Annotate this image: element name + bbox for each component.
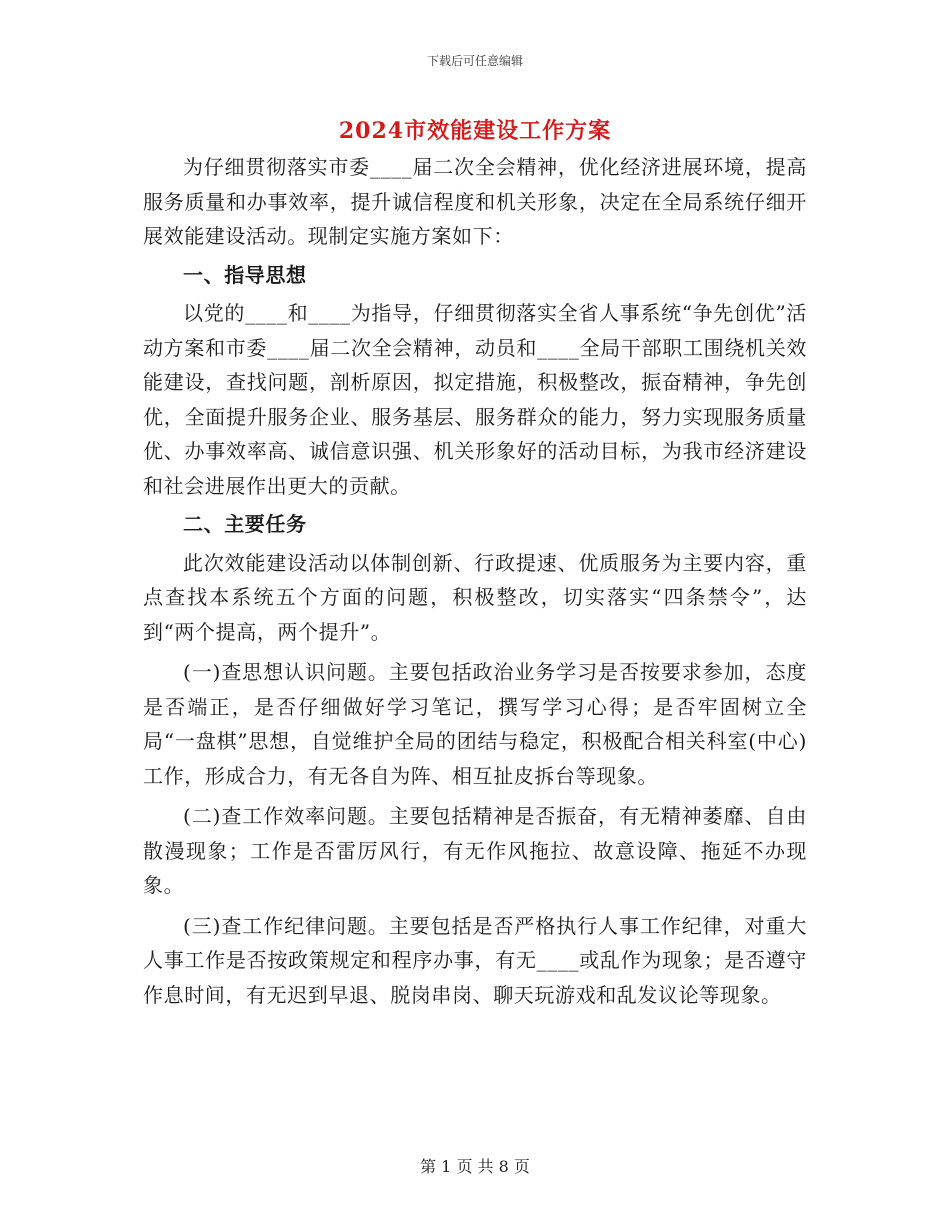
main-tasks-paragraph: 此次效能建设活动以体制创新、行政提速、优质服务为主要内容，重点查找本系统五个方面的问题，积极整改，切实落实“四条禁令”，达到“两个提高，两个提升”。 — [143, 550, 807, 644]
task-item-2: (二)查工作效率问题。主要包括精神是否振奋，有无精神萎靡、自由散漫现象；工作是否雷厉风行，有无作风拖拉、故意设障、拖延不办现象。 — [143, 804, 807, 897]
task-item-3: (三)查工作纪律问题。主要包括是否严格执行人事工作纪律，对重大人事工作是否按政策规定和程序办事，有无____或乱作为现象；是否遵守作息时间，有无迟到早退、脱岗串岗、聊天玩游戏和乱发议论等现象。 — [143, 913, 807, 1007]
document-body — [143, 150, 807, 1012]
page-footer: 第 1 页 共 8 页 — [420, 1157, 530, 1176]
task-item-1: (一)查思想认识问题。主要包括政治业务学习是否按要求参加，态度是否端正，是否仔细做好学习笔记，撰写学习心得；是否牢固树立全局“一盘棋”思想，自觉维护全局的团结与稳定，积极配合相关科室(中心)工作，形成合力，有无各自为阵、相互扯皮拆台等现象。 — [143, 660, 807, 788]
intro-paragraph: 为仔细贯彻落实市委____届二次全会精神，优化经济进展环境，提高服务质量和办事效率，提升诚信程度和机关形象，决定在全局系统仔细开展效能建设活动。现制定实施方案如下： — [143, 155, 807, 248]
section-heading-main-tasks: 二、主要任务 — [183, 512, 307, 536]
section-heading-guiding-ideology: 一、指导思想 — [183, 262, 307, 287]
document-title: 2024市效能建设工作方案 — [338, 118, 612, 144]
guiding-ideology-paragraph: 以党的____和____为指导，仔细贯彻落实全省人事系统“争先创优”活动方案和市委____届二次全会精神，动员和____全局干部职工围绕机关效能建设，查找问题，剖析原因，拟定措施，积极整改，振奋精神，争先创优，全面提升服务企业、服务基层、服务群众的能力，努力实现服务质量优、办事效率高、诚信意识强、机关形象好的活动目标，为我市经济建设和社会进展作出更大的贡献。 — [143, 301, 807, 498]
page-header: 下载后可任意编辑 — [426, 54, 523, 68]
